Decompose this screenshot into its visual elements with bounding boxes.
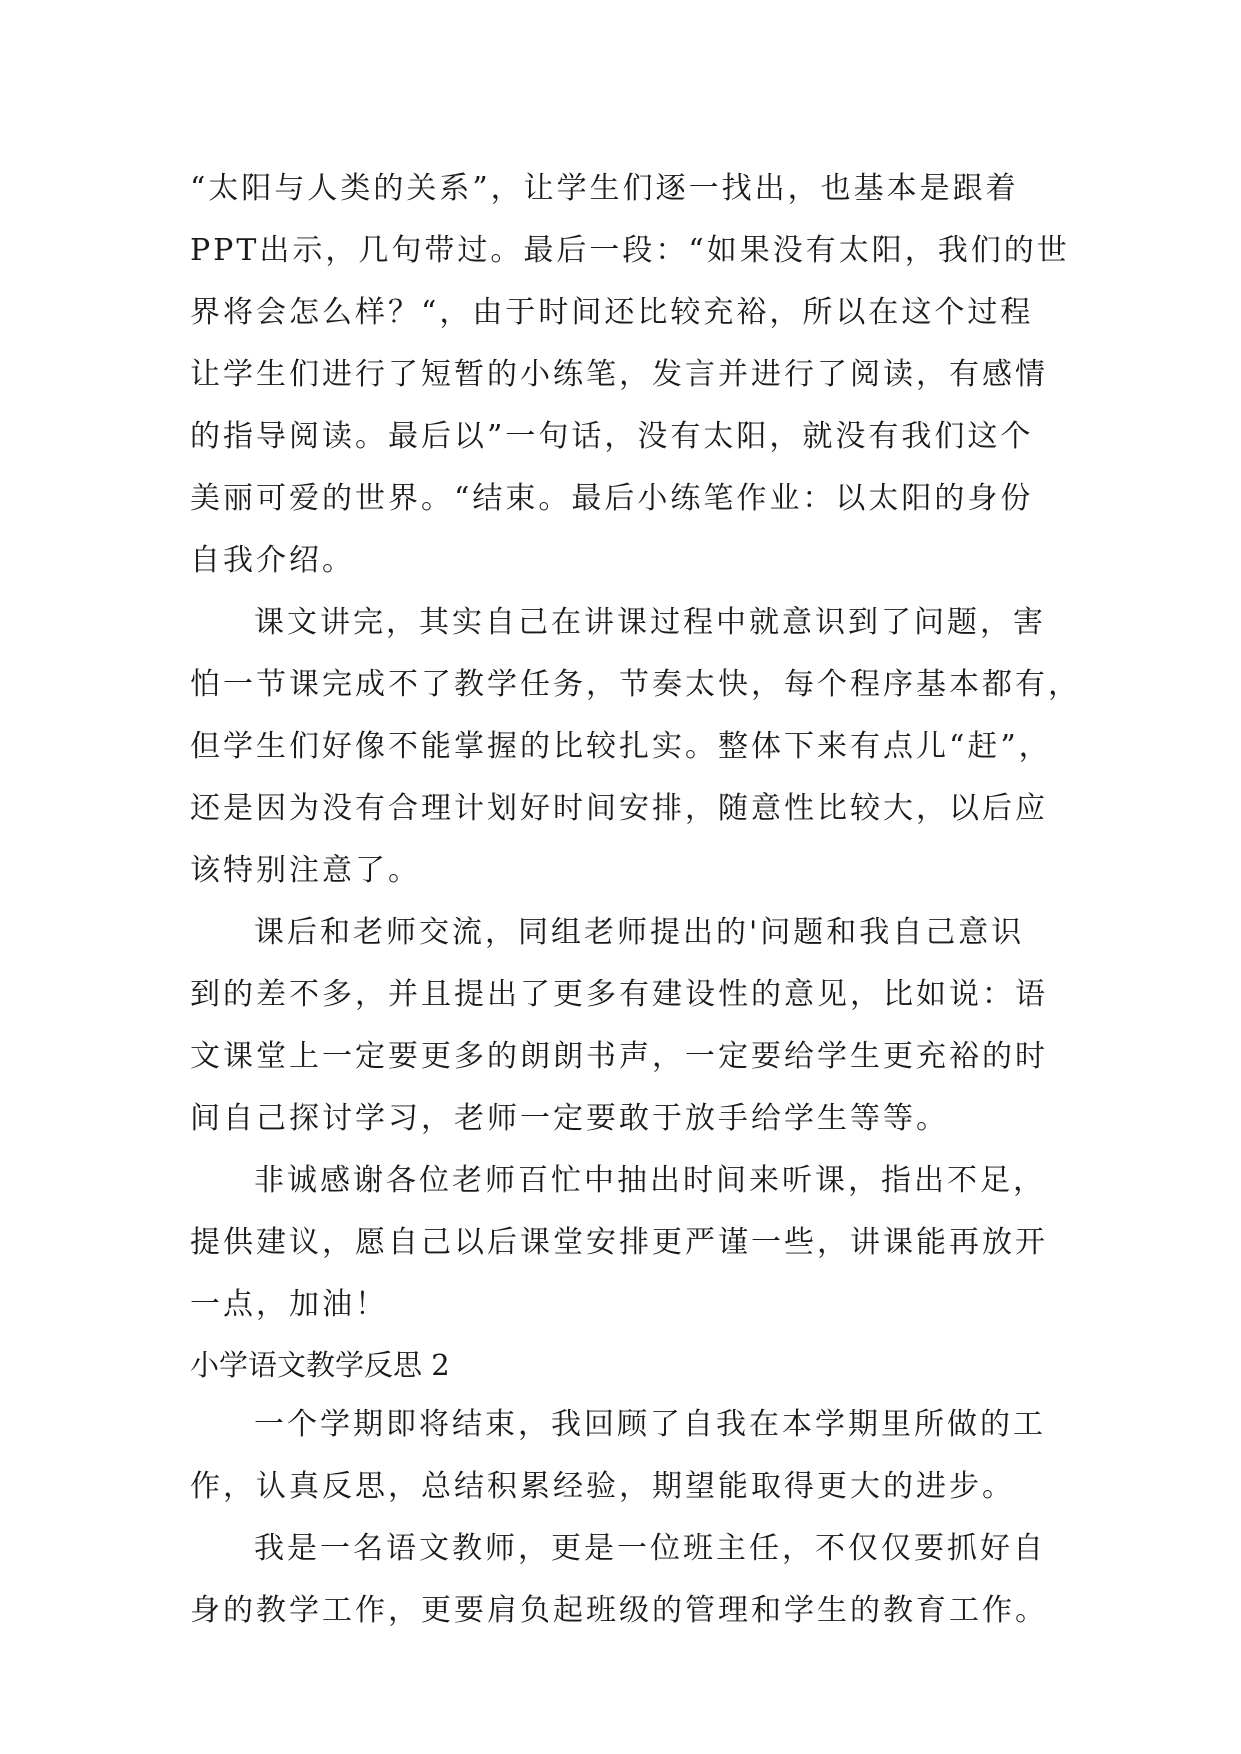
text-line: 但学生们好像不能掌握的比较扎实。整体下来有点儿“赶”，	[190, 729, 1052, 764]
text-line: 的指导阅读。最后以”一句话，没有太阳，就没有我们这个	[190, 419, 1034, 454]
text-line: 一点，加油！	[190, 1287, 388, 1322]
text-line: 界将会怎么样？“，由于时间还比较充裕，所以在这个过程	[190, 295, 1034, 330]
paragraph-5	[190, 1394, 1070, 1518]
paragraph-4	[190, 1150, 1070, 1336]
section-title: 小学语文教学反思 2	[190, 1348, 450, 1382]
text-line: 还是因为没有合理计划好时间安排，随意性比较大，以后应	[190, 791, 1048, 826]
text-line: 该特别注意了。	[190, 853, 421, 888]
text-line: PPT出示，几句带过。最后一段：“如果没有太阳，我们的世	[190, 233, 1070, 268]
text-line: 我是一名语文教师，更是一位班主任，不仅仅要抓好自	[254, 1531, 1046, 1566]
text-line: 身的教学工作，更要肩负起班级的管理和学生的教育工作。	[190, 1593, 1048, 1628]
text-line: 间自己探讨学习，老师一定要敢于放手给学生等等。	[190, 1101, 949, 1136]
paragraph-3	[190, 902, 1070, 1150]
text-line: 作，认真反思，总结积累经验，期望能取得更大的进步。	[190, 1469, 1015, 1504]
text-line: 提供建议，愿自己以后课堂安排更严谨一些，讲课能再放开	[190, 1225, 1048, 1260]
paragraph-1	[190, 158, 1070, 592]
text-line: 一个学期即将结束，我回顾了自我在本学期里所做的工	[254, 1407, 1046, 1442]
text-line: 让学生们进行了短暂的小练笔，发言并进行了阅读，有感情	[190, 357, 1048, 392]
text-line: 课后和老师交流，同组老师提出的'问题和我自己意识	[254, 915, 1025, 950]
text-line: “太阳与人类的关系”，让学生们逐一找出，也基本是跟着	[190, 171, 1019, 206]
text-line: 自我介绍。	[190, 543, 355, 578]
text-line: 怕一节课完成不了教学任务，节奏太快，每个程序基本都有，	[190, 667, 1081, 702]
text-line: 到的差不多，并且提出了更多有建设性的意见，比如说：语	[190, 977, 1048, 1012]
text-line: 美丽可爱的世界。“结束。最后小练笔作业：以太阳的身份	[190, 481, 1034, 516]
text-line: 非诚感谢各位老师百忙中抽出时间来听课，指出不足，	[254, 1163, 1046, 1198]
text-line: 课文讲完，其实自己在讲课过程中就意识到了问题，害	[254, 605, 1046, 640]
text-line: 文课堂上一定要更多的朗朗书声，一定要给学生更充裕的时	[190, 1039, 1048, 1074]
paragraph-6	[190, 1518, 1070, 1642]
paragraph-2	[190, 592, 1081, 902]
document-body	[190, 158, 1081, 1642]
